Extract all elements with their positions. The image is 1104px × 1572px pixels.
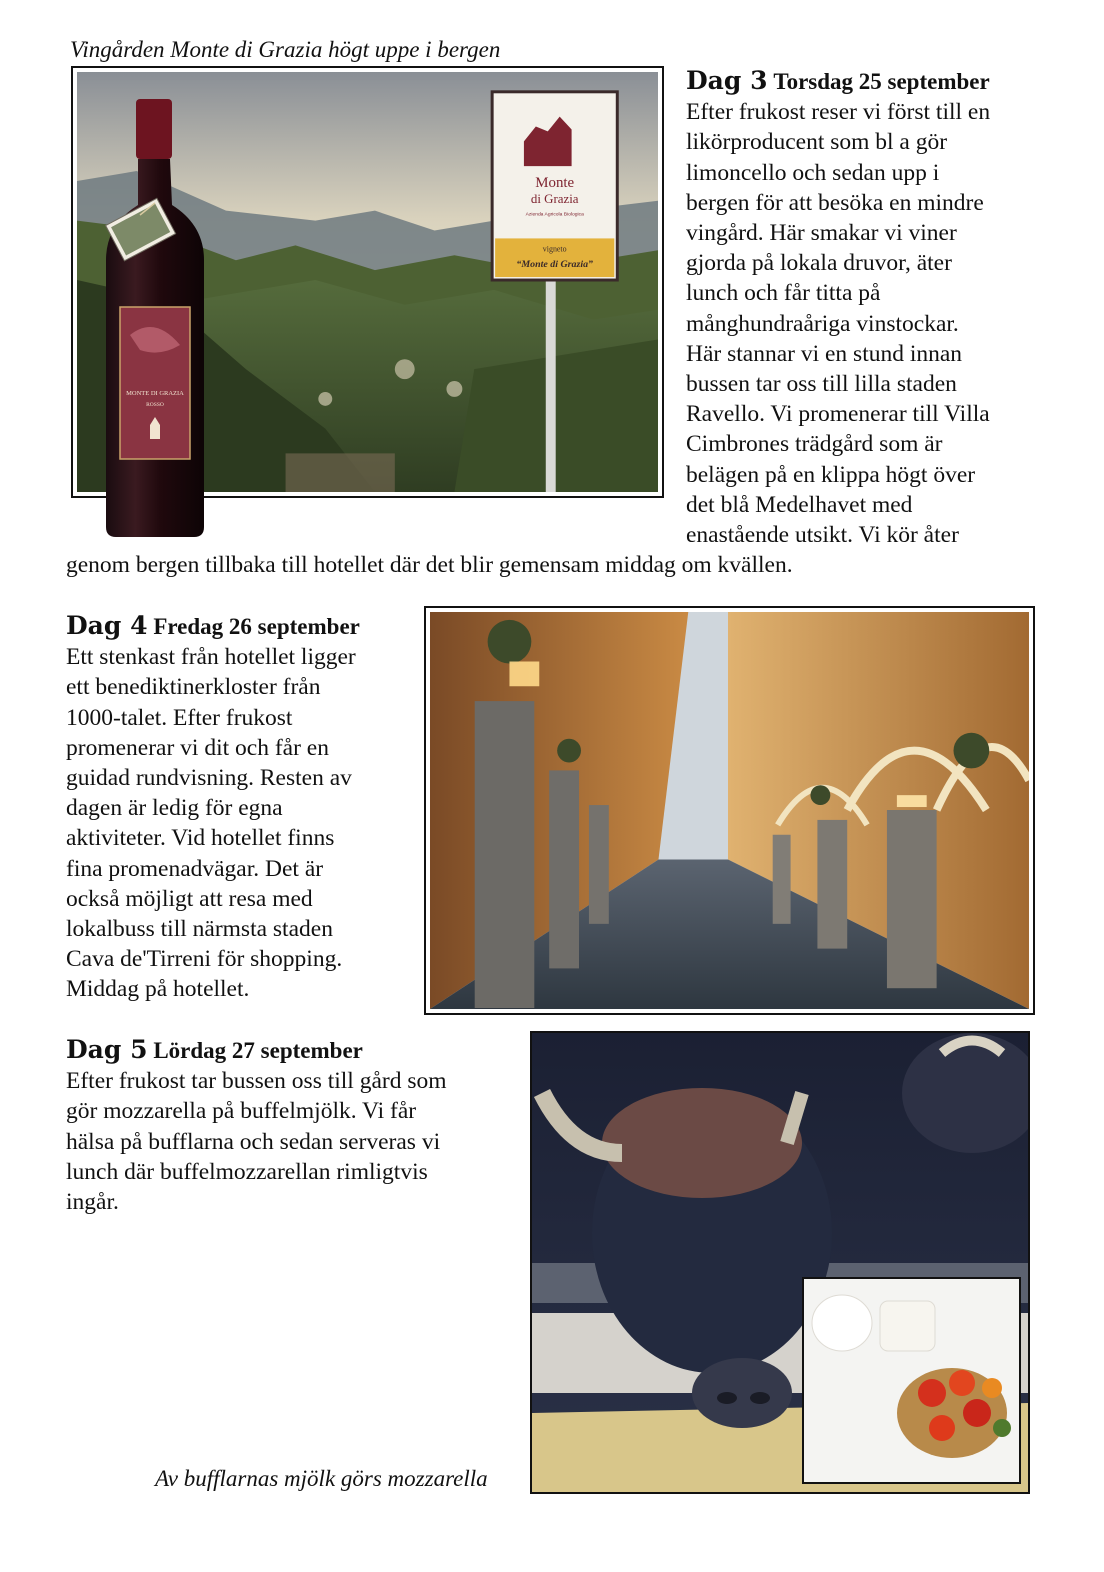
day4-line: guidad rundvisning. Resten av (66, 765, 352, 792)
day3-line: gjorda på lokala druvor, äter (686, 250, 952, 277)
day4-line: Ett stenkast från hotellet ligger (66, 644, 356, 671)
day3-heading (686, 66, 1096, 97)
arcade-street-photo (424, 606, 1035, 1015)
wine-bottle-image (100, 95, 210, 541)
day4-line: fina promenadvägar. Det är (66, 855, 324, 882)
bottle-label-sub: ROSSO (146, 402, 164, 408)
day3-last-line: genom bergen tillbaka till hotellet där det blir gemensam middag om kvällen. (66, 552, 793, 578)
day3-line: likörproducent som bl a gör (686, 129, 948, 156)
day5-number: Dag 5 (66, 1035, 148, 1064)
day4-line: 1000-talet. Efter frukost (66, 704, 293, 731)
day5-heading (66, 1035, 521, 1066)
bottle-label-name: MONTE DI GRAZIA (126, 390, 184, 397)
day4-date: Fredag 26 september (153, 614, 360, 639)
sign-name-line2: di Grazia (530, 191, 579, 206)
sign-vigneto: vigneto (542, 244, 567, 254)
day5-line: hälsa på bufflarna och sedan serveras vi (66, 1128, 441, 1155)
day3-line: det blå Medelhavet med (686, 491, 913, 518)
day4-line: Cava de'Tirreni för shopping. (66, 946, 343, 973)
day4-line: Middag på hotellet. (66, 976, 250, 1003)
day3-line: bussen tar oss till lilla staden (686, 371, 957, 398)
day3-line: limoncello och sedan upp i (686, 159, 940, 186)
day5-line: lunch där buffelmozzarellan rimligtvis (66, 1158, 428, 1185)
day3-line: belägen på en klippa högt över (686, 461, 976, 488)
day3-date: Torsdag 25 september (773, 69, 990, 94)
day3-line: Här stannar vi en stund innan (686, 340, 963, 367)
vineyard-caption: Vingården Monte di Grazia högt uppe i bergen (70, 37, 501, 62)
day4-heading (66, 611, 416, 642)
day5-line: ingår. (66, 1189, 119, 1216)
day5-date: Lördag 27 september (153, 1038, 363, 1063)
buffalo-photo (530, 1031, 1030, 1494)
day3-section (686, 66, 1096, 550)
day4-line: aktiviteter. Vid hotellet finns (66, 825, 335, 852)
day3-line: Cimbrones trädgård som är (686, 431, 943, 458)
day4-line: ett benediktinerkloster från (66, 674, 321, 701)
day4-line: lokalbuss till närmsta staden (66, 916, 333, 943)
day5-line: Efter frukost tar bussen oss till gård som (66, 1068, 447, 1095)
day4-description (66, 642, 416, 1004)
sign-vineyard-name: “Monte di Grazia” (516, 259, 594, 271)
mozzarella-caption: Av bufflarnas mjölk görs mozzarella (155, 1466, 488, 1491)
day4-section (66, 611, 416, 1005)
sign-small-text: Azienda Agricola Biologica (525, 212, 584, 218)
day5-line: gör mozzarella på buffelmjölk. Vi får (66, 1098, 417, 1125)
day3-line: Ravello. Vi promenerar till Villa (686, 401, 990, 428)
day3-line: enastående utsikt. Vi kör åter (686, 522, 959, 549)
day3-line: månghundraåriga vinstockar. (686, 310, 959, 337)
day3-number: Dag 3 (686, 66, 768, 95)
day3-line: vingård. Här smakar vi viner (686, 220, 957, 247)
day5-section (66, 1035, 521, 1217)
day3-line: bergen för att besöka en mindre (686, 189, 984, 216)
day4-line: promenerar vi dit och får en (66, 734, 329, 761)
day4-line: också möjligt att resa med (66, 885, 313, 912)
day3-description (686, 97, 1096, 550)
day4-number: Dag 4 (66, 611, 148, 640)
day5-description (66, 1066, 521, 1217)
day4-line: dagen är ledig för egna (66, 795, 283, 822)
day3-line: lunch och får titta på (686, 280, 881, 307)
sign-name-line1: Monte (535, 174, 575, 191)
day3-line: Efter frukost reser vi först till en (686, 99, 991, 126)
